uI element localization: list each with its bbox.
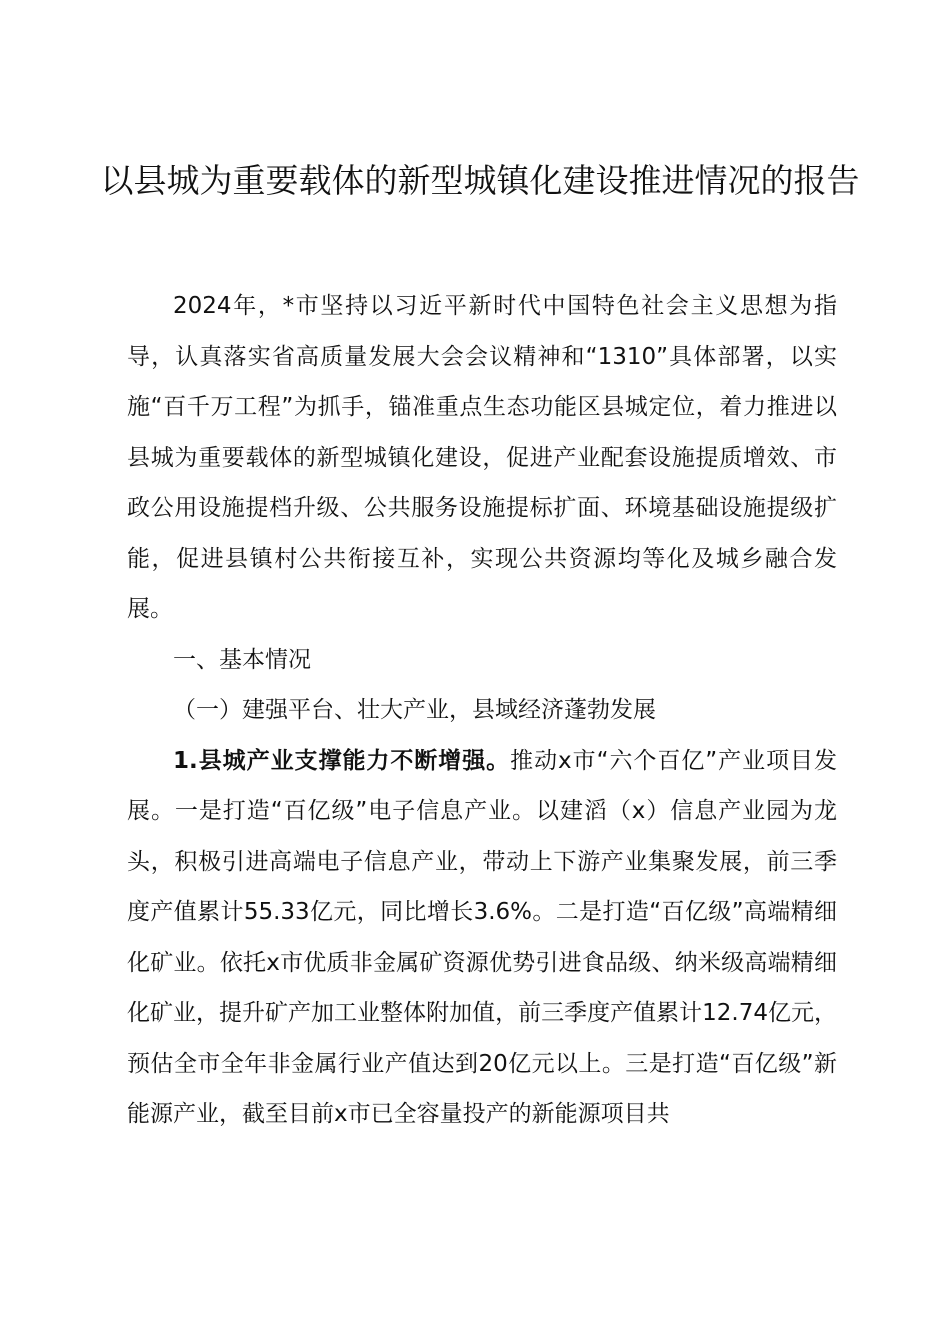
document-title: 以县城为重要载体的新型城镇化建设推进情况的报告 xyxy=(100,161,860,200)
item-text: 推动x市“六个百亿”产业项目发展。一是打造“百亿级”电子信息产业。以建滔（x）信息产业园为龙头，积极引进高端电子信息产业，带动上下游产业集聚发展，前三季度产值累计55.33亿元，同比增长3.6%。二是打造“百亿级”高端精细化矿业。依托x市优质非金属矿资源优势引进食品级、纳米级高端精细化矿业，提升矿产加工业整体附加值，前三季度产值累计12.74亿元，预估全市全年非金属行业产值达到20亿元以上。三是打造“百亿级”新能源产业，截至目前x市已全容量投产的新能源项目共 xyxy=(127,747,837,1127)
subsection-heading: （一）建强平台、壮大产业，县域经济蓬勃发展 xyxy=(173,697,656,723)
item-paragraph xyxy=(127,736,837,1140)
intro-paragraph: 2024年，*市坚持以习近平新时代中国特色社会主义思想为指导，认真落实省高质量发展大会会议精神和“1310”具体部署，以实施“百千万工程”为抓手，锚准重点生态功能区县城定位，着力推进以县城为重要载体的新型城镇化建设，促进产业配套设施提质增效、市政公用设施提档升级、公共服务设施提标扩面、环境基础设施提级扩能，促进县镇村公共衔接互补，实现公共资源均等化及城乡融合发展。 xyxy=(127,293,837,622)
item-lead: 1.县城产业支撑能力不断增强。 xyxy=(173,747,511,774)
section-heading: 一、基本情况 xyxy=(173,646,311,673)
document-body xyxy=(127,281,837,1140)
